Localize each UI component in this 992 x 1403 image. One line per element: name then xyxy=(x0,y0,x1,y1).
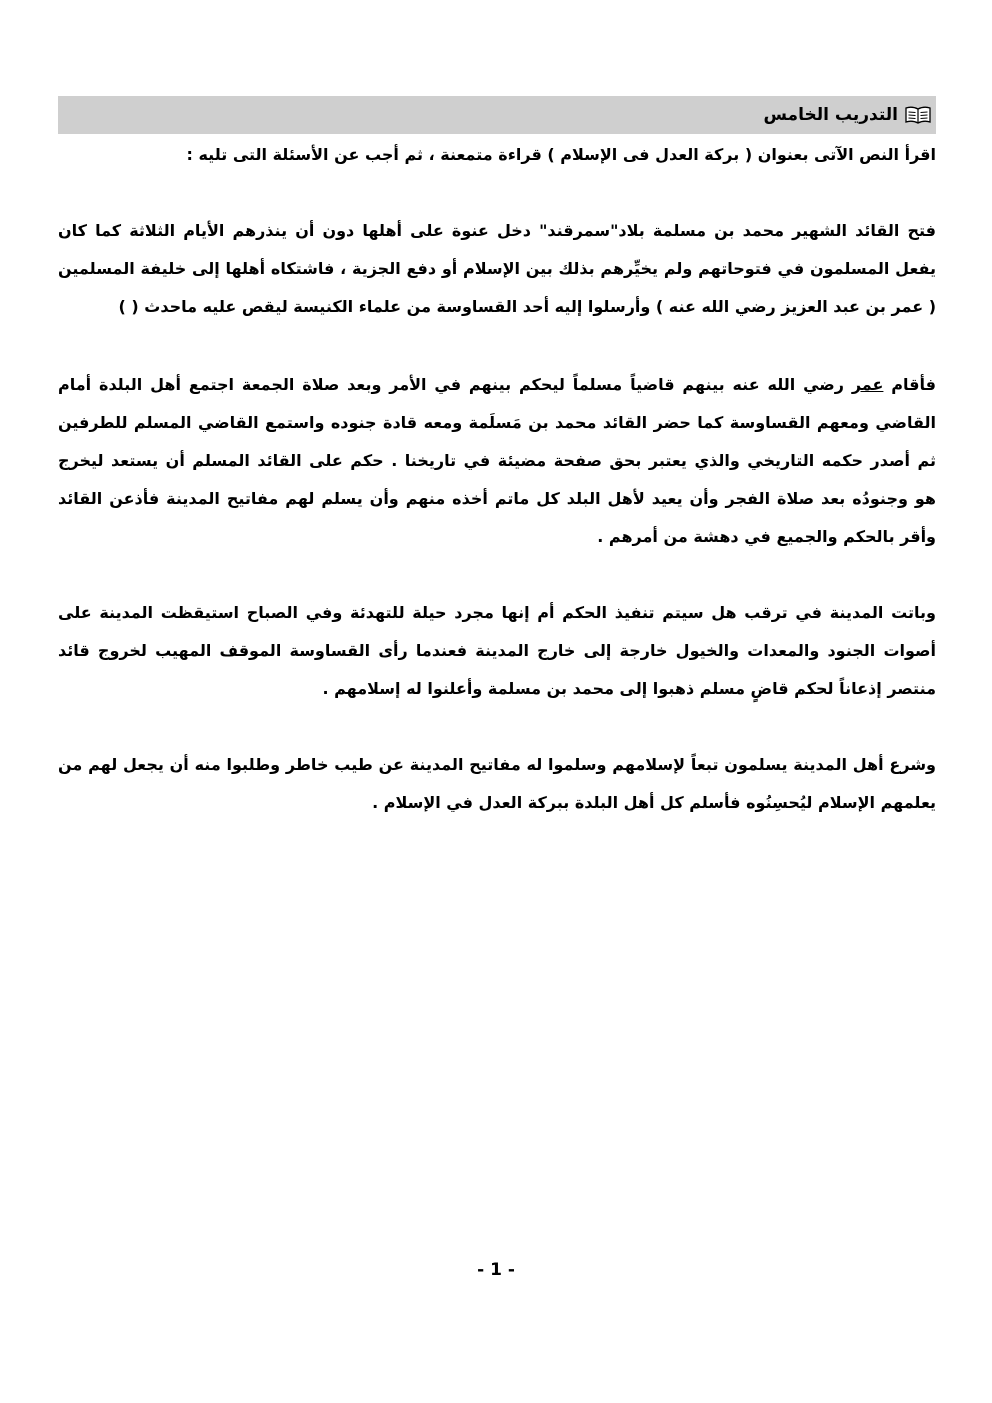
underlined-word: عمر xyxy=(851,375,884,394)
paragraph-line: أصوات الجنود والمعدات والخيول خارجة إلى خارج المدينة فعندما رأى القساوسة الموقف المهيب لخروج قائد xyxy=(58,641,936,660)
paragraph-3 xyxy=(58,594,936,708)
page-number: - 1 - xyxy=(477,1260,515,1280)
instruction-text: اقرأ النص الآتى بعنوان ( بركة العدل فى الإسلام ) قراءة متمعنة ، ثم أجب عن الأسئلة التى تليه : xyxy=(186,145,936,164)
paragraph-line: ( عمر بن عبد العزيز رضي الله عنه ) وأرسلوا إليه أحد القساوسة من علماء الكنيسة ليقص عليه ماحدث ( ) xyxy=(118,297,936,316)
paragraph-line: يعلمهم الإسلام ليُحسِنُوه فأسلم كل أهل البلدة ببركة العدل في الإسلام . xyxy=(372,793,936,812)
exercise-title: التدريب الخامس xyxy=(763,105,898,125)
paragraph-line: وباتت المدينة في ترقب هل سيتم تنفيذ الحكم أم إنها مجرد حيلة للتهدئة وفي الصباح استيقظت المدينة على xyxy=(58,603,936,622)
paragraph-2 xyxy=(58,366,936,556)
exercise-header xyxy=(58,96,936,134)
paragraph-1 xyxy=(58,212,936,326)
paragraph-line: ثم أصدر حكمه التاريخي والذي يعتبر بحق صفحة مضيئة في تاريخنا . حكم على القائد المسلم أن يستعد ليخرج xyxy=(58,451,936,470)
paragraph-line: وشرع أهل المدينة يسلمون تبعاً لإسلامهم وسلموا له مفاتيح المدينة عن طيب خاطر وطلبوا منه أن يجعل لهم من xyxy=(58,755,936,774)
paragraph-line: القاضي ومعهم القساوسة كما حضر القائد محمد بن مَسلَمة ومعه قادة جنوده واستمع القاضي المسلم للطرفين xyxy=(58,413,936,432)
paragraph-line: يفعل المسلمون في فتوحاتهم ولم يخيِّرهم بذلك بين الإسلام أو دفع الجزية ، فاشتكاه أهلها إلى خليفة المسلمين xyxy=(58,259,936,278)
paragraph-line: فأقام عمر رضي الله عنه بينهم قاضياً مسلماً ليحكم بينهم في الأمر وبعد صلاة الجمعة اجتمع أهل البلدة أمام xyxy=(58,375,936,394)
open-book-icon xyxy=(904,105,932,125)
paragraph-line: منتصر إذعاناً لحكم قاضٍ مسلم ذهبوا إلى محمد بن مسلمة وأعلنوا له إسلامهم . xyxy=(322,679,936,698)
paragraph-line: فتح القائد الشهير محمد بن مسلمة بلاد"سمرقند" دخل عنوة على أهلها دون أن ينذرهم الأيام الثلاثة كما كان xyxy=(58,221,936,240)
paragraph-line: هو وجنودُه بعد صلاة الفجر وأن يعيد لأهل البلد كل ماتم أخذه منهم وأن يسلم لهم مفاتيح المدينة فأذعن القائد xyxy=(58,489,936,508)
paragraph-line: وأقر بالحكم والجميع في دهشة من أمرهم . xyxy=(597,527,936,546)
document-body xyxy=(58,96,936,822)
paragraph-4 xyxy=(58,746,936,822)
